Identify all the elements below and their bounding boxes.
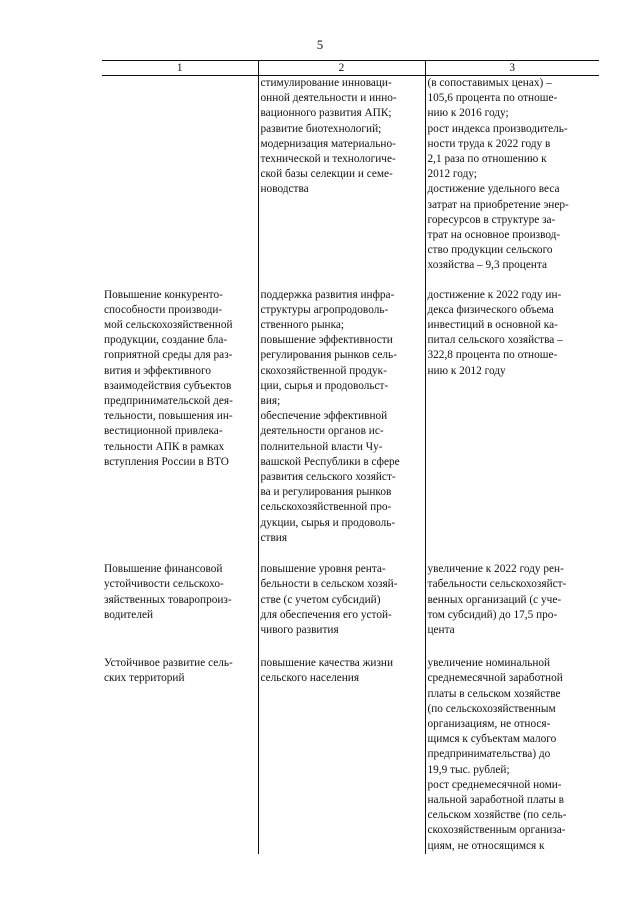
table-cell-col-1 bbox=[102, 76, 258, 288]
cell-text-line: достижение удельного веса bbox=[427, 183, 560, 196]
cell-text-line: стве (с учетом субсидий) bbox=[260, 593, 381, 606]
cell-text-line: вступления России в ВТО bbox=[104, 455, 229, 468]
cell-text-line: цента bbox=[427, 623, 455, 636]
cell-text-line: зяйственных товаропроиз- bbox=[104, 593, 232, 606]
cell-text-line: платы в сельском хозяйстве bbox=[427, 687, 561, 700]
cell-text-line: ство продукции сельского bbox=[427, 244, 553, 257]
table-row bbox=[102, 76, 599, 288]
cell-text-line: увеличение номинальной bbox=[427, 657, 551, 670]
cell-text-line: бельности в сельском хозяй- bbox=[260, 578, 398, 591]
cell-text-line: дукции, сырья и продоволь- bbox=[260, 516, 396, 529]
cell-text-line: 19,9 тыс. рублей; bbox=[427, 763, 510, 776]
page-number: 5 bbox=[316, 38, 324, 52]
cell-text-line: сельском хозяйстве (по сель- bbox=[427, 809, 567, 822]
cell-text-line: 2012 году; bbox=[427, 168, 477, 181]
cell-text-line: повышение эффективности bbox=[260, 334, 393, 347]
cell-text-line: 105,6 процента по отноше- bbox=[427, 92, 558, 105]
cell-text-line: 322,8 процента по отноше- bbox=[427, 349, 558, 362]
table-cell-col-3 bbox=[425, 562, 599, 656]
cell-text-line: ва и регулирования рынков bbox=[260, 486, 392, 499]
cell-text-line: повышение уровня рента- bbox=[260, 563, 386, 576]
cell-text-line: вашской Республики в сфере bbox=[260, 455, 400, 468]
cell-text-line: структуры агропродоволь- bbox=[260, 303, 389, 316]
cell-text-line: устойчивости сельскохо- bbox=[104, 578, 224, 591]
cell-text-line: щимся к субъектам малого bbox=[427, 733, 557, 746]
table-cell-col-1 bbox=[102, 288, 258, 562]
cell-text-line: трат на основное производ- bbox=[427, 229, 561, 242]
cell-text-line: ских территорий bbox=[104, 672, 185, 685]
cell-text-line: предпринимательства) до bbox=[427, 748, 551, 761]
table-cell-col-2 bbox=[258, 656, 425, 854]
cell-text-line: поддержка развития инфра- bbox=[260, 288, 395, 301]
cell-text-line: деятельности органов ис- bbox=[260, 425, 384, 438]
table-cell-col-3 bbox=[425, 76, 599, 288]
cell-text-line: для обеспечения его устой- bbox=[260, 608, 392, 621]
cell-text-line: вия; bbox=[260, 395, 281, 408]
cell-text-line: продукции, создание бла- bbox=[104, 334, 228, 347]
table-cell-col-3 bbox=[425, 288, 599, 562]
cell-text-line: вития и эффективного bbox=[104, 364, 211, 377]
cell-text-line: венных организаций (с уче- bbox=[427, 593, 562, 606]
cell-text-line: увеличение к 2022 году рен- bbox=[427, 563, 564, 576]
cell-text-line: питал сельского хозяйства – bbox=[427, 334, 563, 347]
cell-text-line: скохозяйственным организа- bbox=[427, 824, 566, 837]
cell-text-line: предпринимательской дея- bbox=[104, 395, 233, 408]
cell-text-line: табельности сельскохозяйст- bbox=[427, 578, 567, 591]
cell-text-line: повышение качества жизни bbox=[260, 657, 393, 670]
cell-text-line: хозяйства – 9,3 процента bbox=[427, 259, 547, 272]
cell-text-line: ственного рынка; bbox=[260, 319, 345, 332]
column-header-3: 3 bbox=[425, 61, 599, 76]
cell-text-line: обеспечение эффективной bbox=[260, 410, 388, 423]
cell-text-line: регулирования рынков сель- bbox=[260, 349, 397, 362]
cell-text-line: развитие биотехнологий; bbox=[260, 122, 382, 135]
cell-text-line: сельского населения bbox=[260, 672, 360, 685]
cell-text-line: (в сопоставимых ценах) – bbox=[427, 77, 552, 89]
table-row bbox=[102, 288, 599, 562]
cell-text-line: циям, не относящимся к bbox=[427, 839, 545, 852]
cell-text-line: достижение к 2022 году ин- bbox=[427, 288, 562, 301]
table-row bbox=[102, 656, 599, 854]
cell-text-line: гоприятной среды для раз- bbox=[104, 349, 233, 362]
table-cell-col-3 bbox=[425, 656, 599, 854]
cell-text-line: новодства bbox=[260, 183, 309, 196]
cell-text-line: водителей bbox=[104, 608, 154, 621]
cell-text-line: чивого развития bbox=[260, 623, 339, 636]
cell-text-line: технической и технологиче- bbox=[260, 153, 396, 166]
cell-text-line: рост среднемесячной номи- bbox=[427, 778, 562, 791]
cell-text-line: сельскохозяйственной про- bbox=[260, 501, 392, 514]
cell-text-line: взаимодействия субъектов bbox=[104, 379, 232, 392]
cell-text-line: вационного развития АПК; bbox=[260, 107, 392, 120]
cell-text-line: онной деятельности и инно- bbox=[260, 92, 397, 105]
cell-text-line: ской базы селекции и семе- bbox=[260, 168, 393, 181]
cell-text-line: Повышение финансовой bbox=[104, 563, 223, 576]
cell-text-line: развития сельского хозяйст- bbox=[260, 471, 396, 484]
cell-text-line: вестиционной привлека- bbox=[104, 425, 223, 438]
cell-text-line: Повышение конкуренто- bbox=[104, 288, 223, 301]
cell-text-line: (по сельскохозяйственным bbox=[427, 702, 556, 715]
cell-text-line: организациям, не относя- bbox=[427, 717, 551, 730]
cell-text-line: ности труда к 2022 году в bbox=[427, 137, 551, 150]
column-header-1: 1 bbox=[102, 61, 258, 76]
cell-text-line: стимулирование инноваци- bbox=[260, 77, 392, 89]
cell-text-line: Устойчивое развитие сель- bbox=[104, 657, 233, 670]
cell-text-line: нию к 2012 году bbox=[427, 364, 506, 377]
cell-text-line: горесурсов в структуре за- bbox=[427, 213, 556, 226]
cell-text-line: затрат на приобретение энер- bbox=[427, 198, 569, 211]
cell-text-line: том субсидий) до 17,5 про- bbox=[427, 608, 558, 621]
document-table bbox=[102, 60, 599, 854]
cell-text-line: рост индекса производитель- bbox=[427, 122, 568, 135]
cell-text-line: ствия bbox=[260, 531, 288, 544]
cell-text-line: среднемесячной заработной bbox=[427, 672, 563, 685]
cell-text-line: тельности, повышения ин- bbox=[104, 410, 233, 423]
cell-text-line: нию к 2016 году; bbox=[427, 107, 509, 120]
cell-text-line: модернизация материально- bbox=[260, 137, 396, 150]
table-cell-col-1 bbox=[102, 562, 258, 656]
table-row bbox=[102, 562, 599, 656]
table-cell-col-2 bbox=[258, 76, 425, 288]
table-header-row bbox=[102, 61, 599, 76]
cell-text-line: способности производи- bbox=[104, 303, 223, 316]
cell-text-line: нальной заработной платы в bbox=[427, 793, 564, 806]
cell-text-line: скохозяйственной продук- bbox=[260, 364, 387, 377]
table-cell-col-2 bbox=[258, 562, 425, 656]
cell-text-line: мой сельскохозяйственной bbox=[104, 319, 233, 332]
cell-text-line: полнительной власти Чу- bbox=[260, 440, 383, 453]
cell-text-line: декса физического объема bbox=[427, 303, 554, 316]
cell-text-line: 2,1 раза по отношению к bbox=[427, 153, 547, 166]
table-cell-col-2 bbox=[258, 288, 425, 562]
cell-text-line: ции, сырья и продовольст- bbox=[260, 379, 389, 392]
table-cell-col-1 bbox=[102, 656, 258, 854]
cell-text-line: тельности АПК в рамках bbox=[104, 440, 225, 453]
column-header-2: 2 bbox=[258, 61, 425, 76]
cell-text-line: инвестиций в основной ка- bbox=[427, 319, 558, 332]
